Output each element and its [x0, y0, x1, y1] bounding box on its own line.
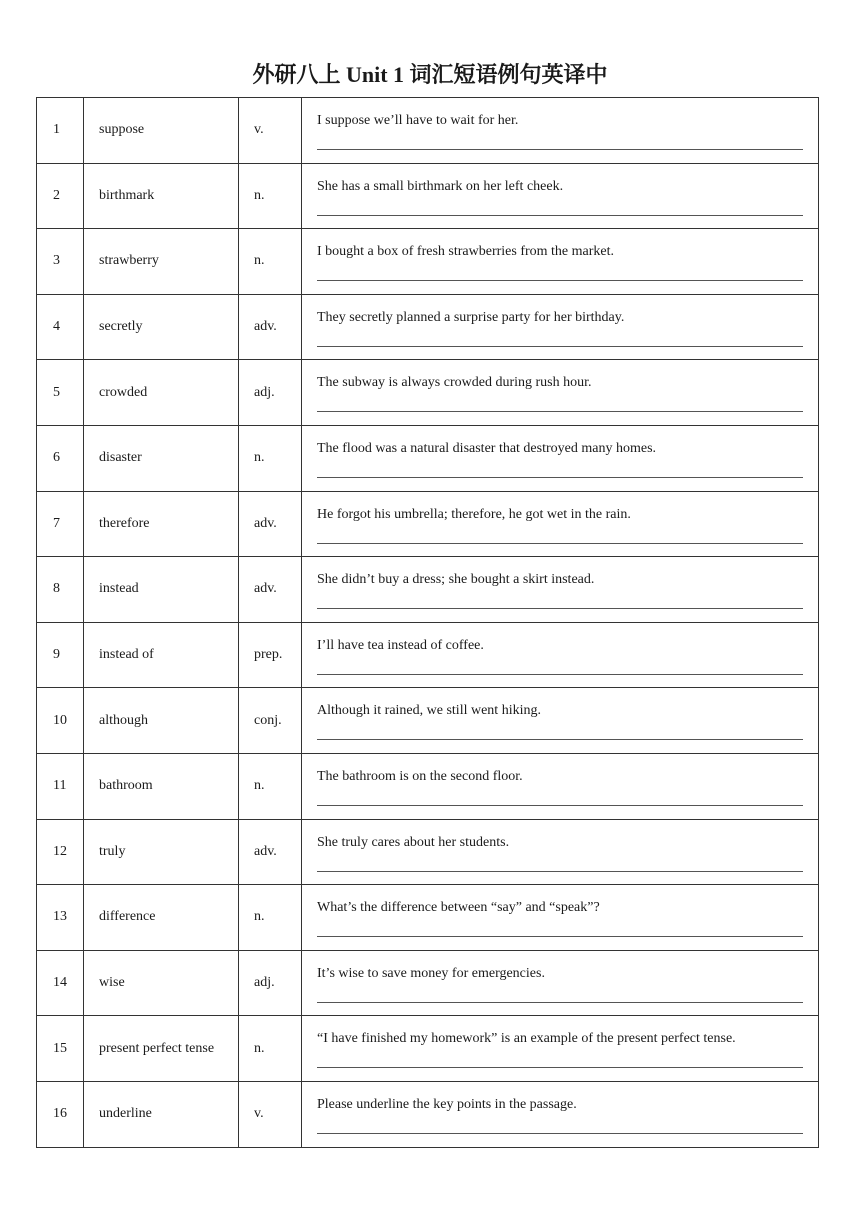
example-cell: [302, 491, 819, 557]
vocab-word: suppose: [84, 98, 239, 164]
translation-answer-line[interactable]: [317, 1067, 803, 1068]
page-title: 外研八上 Unit 1 词汇短语例句英译中: [252, 62, 608, 87]
row-number: 4: [37, 294, 84, 360]
vocab-word: although: [84, 688, 239, 754]
example-cell: [302, 753, 819, 819]
table-row: [37, 360, 819, 426]
table-row: [37, 491, 819, 557]
part-of-speech: adj.: [239, 360, 302, 426]
translation-answer-line[interactable]: [317, 608, 803, 609]
table-row: [37, 98, 819, 164]
example-sentence: Although it rained, we still went hiking.: [317, 703, 541, 719]
example-cell: [302, 229, 819, 295]
row-number: 7: [37, 491, 84, 557]
part-of-speech: n.: [239, 885, 302, 951]
part-of-speech: n.: [239, 753, 302, 819]
translation-answer-line[interactable]: [317, 674, 803, 675]
example-cell: [302, 1081, 819, 1147]
vocab-word: strawberry: [84, 229, 239, 295]
table-row: [37, 1081, 819, 1147]
translation-answer-line[interactable]: [317, 936, 803, 937]
part-of-speech: adv.: [239, 294, 302, 360]
part-of-speech: adv.: [239, 819, 302, 885]
row-number: 16: [37, 1081, 84, 1147]
vocab-word: crowded: [84, 360, 239, 426]
example-cell: [302, 622, 819, 688]
example-sentence: “I have finished my homework” is an example of the present perfect tense.: [317, 1031, 736, 1047]
translation-answer-line[interactable]: [317, 805, 803, 806]
example-cell: [302, 1016, 819, 1082]
table-row: [37, 753, 819, 819]
example-sentence: She truly cares about her students.: [317, 834, 510, 850]
row-number: 1: [37, 98, 84, 164]
vocab-word: wise: [84, 950, 239, 1016]
example-cell: [302, 294, 819, 360]
example-sentence: What’s the difference between “say” and “speak”?: [317, 900, 600, 916]
translation-answer-line[interactable]: [317, 543, 803, 544]
table-row: [37, 622, 819, 688]
table-row: [37, 819, 819, 885]
table-row: [37, 1016, 819, 1082]
vocabulary-table-body: [37, 98, 819, 1148]
example-sentence: I’ll have tea instead of coffee.: [317, 637, 484, 653]
example-cell: [302, 950, 819, 1016]
example-cell: [302, 98, 819, 164]
vocab-word: disaster: [84, 425, 239, 491]
table-row: [37, 950, 819, 1016]
part-of-speech: conj.: [239, 688, 302, 754]
example-sentence: He forgot his umbrella; therefore, he got wet in the rain.: [317, 506, 631, 522]
table-row: [37, 229, 819, 295]
table-row: [37, 885, 819, 951]
part-of-speech: n.: [239, 163, 302, 229]
part-of-speech: prep.: [239, 622, 302, 688]
vocab-word: present perfect tense: [84, 1016, 239, 1082]
vocab-word: instead: [84, 557, 239, 623]
example-cell: [302, 425, 819, 491]
row-number: 6: [37, 425, 84, 491]
table-row: [37, 294, 819, 360]
vocab-word: truly: [84, 819, 239, 885]
part-of-speech: n.: [239, 229, 302, 295]
part-of-speech: v.: [239, 98, 302, 164]
row-number: 2: [37, 163, 84, 229]
part-of-speech: adj.: [239, 950, 302, 1016]
example-sentence: She has a small birthmark on her left cheek.: [317, 178, 564, 194]
row-number: 8: [37, 557, 84, 623]
example-cell: [302, 360, 819, 426]
vocab-word: instead of: [84, 622, 239, 688]
table-row: [37, 688, 819, 754]
row-number: 15: [37, 1016, 84, 1082]
example-cell: [302, 885, 819, 951]
translation-answer-line[interactable]: [317, 1133, 803, 1134]
table-row: [37, 425, 819, 491]
example-sentence: The subway is always crowded during rush hour.: [317, 375, 592, 391]
example-sentence: It’s wise to save money for emergencies.: [317, 965, 545, 981]
row-number: 5: [37, 360, 84, 426]
row-number: 10: [37, 688, 84, 754]
translation-answer-line[interactable]: [317, 739, 803, 740]
vocab-word: bathroom: [84, 753, 239, 819]
example-cell: [302, 163, 819, 229]
vocab-word: birthmark: [84, 163, 239, 229]
example-sentence: They secretly planned a surprise party for her birthday.: [317, 309, 625, 325]
example-sentence: I bought a box of fresh strawberries from the market.: [317, 244, 615, 260]
example-sentence: Please underline the key points in the passage.: [317, 1096, 577, 1112]
table-row: [37, 163, 819, 229]
vocab-word: secretly: [84, 294, 239, 360]
translation-answer-line[interactable]: [317, 477, 803, 478]
example-sentence: She didn’t buy a dress; she bought a skirt instead.: [317, 572, 595, 588]
example-cell: [302, 557, 819, 623]
translation-answer-line[interactable]: [317, 411, 803, 412]
row-number: 3: [37, 229, 84, 295]
translation-answer-line[interactable]: [317, 149, 803, 150]
row-number: 11: [37, 753, 84, 819]
part-of-speech: adv.: [239, 557, 302, 623]
vocab-word: therefore: [84, 491, 239, 557]
row-number: 13: [37, 885, 84, 951]
table-row: [37, 557, 819, 623]
row-number: 12: [37, 819, 84, 885]
translation-answer-line[interactable]: [317, 280, 803, 281]
vocabulary-table: [36, 97, 819, 1148]
example-sentence: The flood was a natural disaster that destroyed many homes.: [317, 440, 657, 456]
part-of-speech: adv.: [239, 491, 302, 557]
part-of-speech: n.: [239, 1016, 302, 1082]
example-sentence: The bathroom is on the second floor.: [317, 768, 523, 784]
example-cell: [302, 688, 819, 754]
translation-answer-line[interactable]: [317, 215, 803, 216]
row-number: 14: [37, 950, 84, 1016]
part-of-speech: v.: [239, 1081, 302, 1147]
translation-answer-line[interactable]: [317, 871, 803, 872]
part-of-speech: n.: [239, 425, 302, 491]
vocab-word: difference: [84, 885, 239, 951]
translation-answer-line[interactable]: [317, 346, 803, 347]
vocab-word: underline: [84, 1081, 239, 1147]
row-number: 9: [37, 622, 84, 688]
example-cell: [302, 819, 819, 885]
translation-answer-line[interactable]: [317, 1002, 803, 1003]
example-sentence: I suppose we’ll have to wait for her.: [317, 113, 519, 128]
